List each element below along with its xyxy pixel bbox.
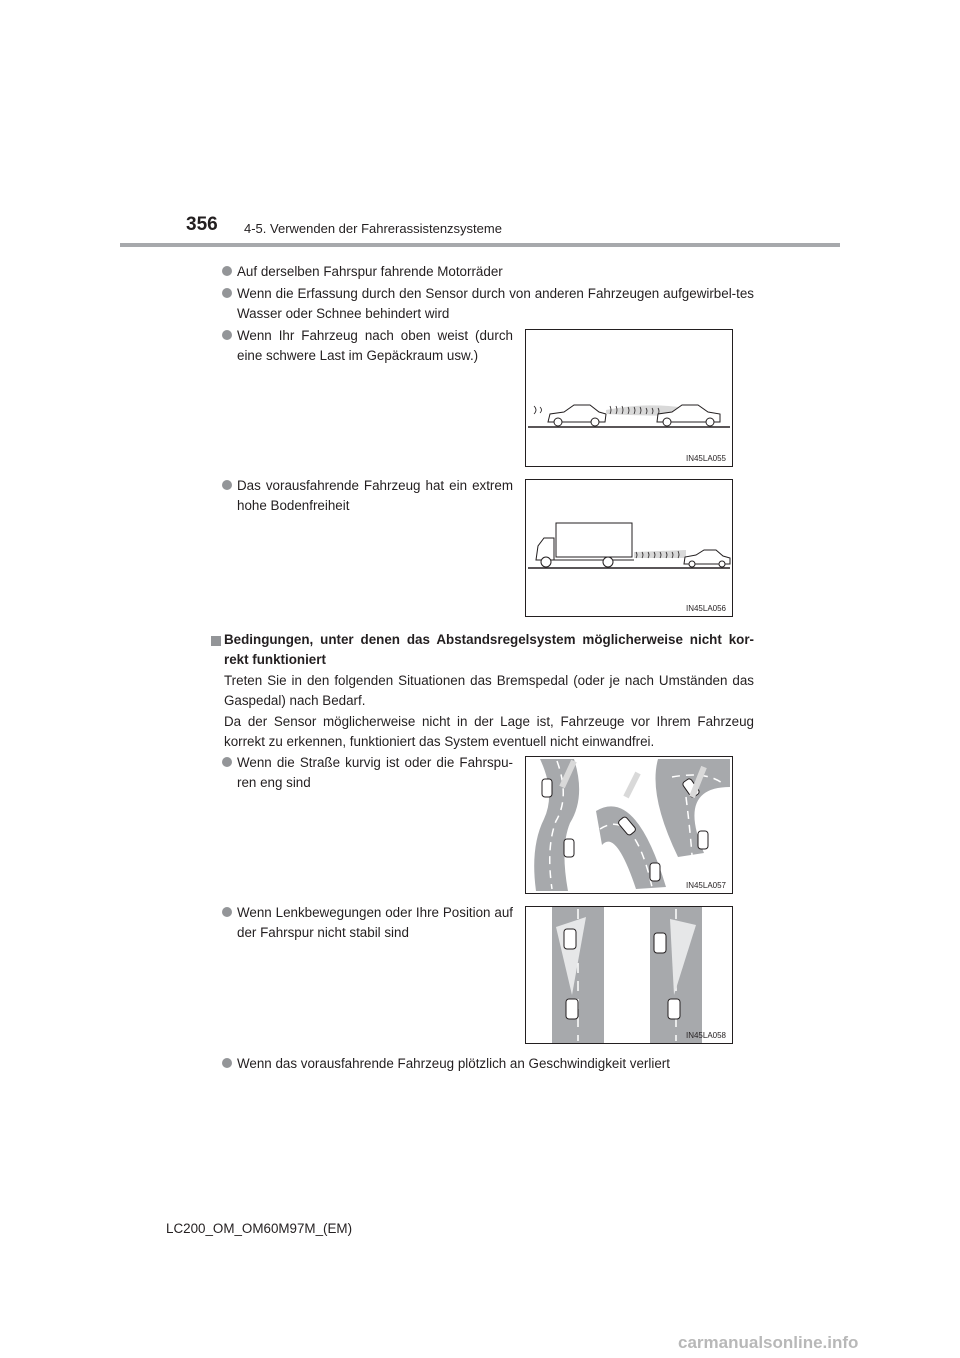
bullet-item [237, 262, 754, 282]
figure-curved-road [525, 756, 733, 894]
illustration-truck [526, 480, 732, 616]
figure-unstable-lane [525, 906, 733, 1044]
bullet-dot-icon [222, 266, 232, 276]
bullet-dot-icon [222, 480, 232, 490]
bullet-dot-icon [222, 907, 232, 917]
figure-high-clearance-truck [525, 479, 733, 617]
bullet-item [237, 753, 513, 793]
bullet-text: Wenn Ihr Fahrzeug nach oben weist (durch eine schwere Last im Gepäckraum usw.) [237, 328, 513, 363]
figure-car-pitched-up [525, 329, 733, 467]
bullet-dot-icon [222, 288, 232, 298]
section-paragraph: Treten Sie in den folgenden Situationen das Bremspedal (oder je nach Umständen das Gaspedal) nach Bedarf. [224, 673, 754, 708]
bullet-item [237, 903, 513, 943]
illustration-pitched-car [526, 330, 732, 466]
bullet-item [237, 284, 754, 324]
figure-code: IN45LA055 [685, 454, 726, 463]
bullet-text: Das vorausfahrende Fahrzeug hat ein extrem hohe Bodenfreiheit [237, 478, 513, 513]
section-square-icon [211, 636, 221, 646]
illustration-unstable-lane [526, 907, 732, 1043]
figure-code: IN45LA057 [685, 881, 726, 890]
figure-code: IN45LA056 [685, 604, 726, 613]
bullet-text: Auf derselben Fahrspur fahrende Motorräder [237, 264, 503, 279]
illustration-curved-road [526, 757, 732, 893]
bullet-text: Wenn das vorausfahrende Fahrzeug plötzlich an Geschwindigkeit verliert [237, 1056, 670, 1071]
bullet-text: Wenn die Straße kurvig ist oder die Fahrspu-ren eng sind [237, 755, 513, 790]
section-paragraph: Da der Sensor möglicherweise nicht in der Lage ist, Fahrzeuge vor Ihrem Fahrzeug korrekt zu erkennen, funktioniert das System eventuell nicht einwandfrei. [224, 714, 754, 749]
page-number: 356 [186, 214, 218, 235]
bullet-dot-icon [222, 330, 232, 340]
bullet-text: Wenn Lenkbewegungen oder Ihre Position auf der Fahrspur nicht stabil sind [237, 905, 513, 940]
bullet-item [237, 1054, 754, 1074]
header-rule [120, 243, 840, 247]
section-heading: Bedingungen, unter denen das Abstandsregelsystem möglicherweise nicht kor-rekt funktioniert [224, 632, 754, 667]
bullet-item [237, 476, 513, 516]
bullet-dot-icon [222, 757, 232, 767]
bullet-item [237, 326, 513, 366]
section-title: 4-5. Verwenden der Fahrerassistenzsysteme [244, 221, 502, 236]
bullet-dot-icon [222, 1058, 232, 1068]
footer-doc-id: LC200_OM_OM60M97M_(EM) [166, 1221, 353, 1236]
figure-code: IN45LA058 [685, 1031, 726, 1040]
bullet-text: Wenn die Erfassung durch den Sensor durch von anderen Fahrzeugen aufgewirbel-tes Wasser oder Schnee behindert wird [237, 286, 754, 321]
watermark: carmanualsonline.info [678, 1333, 859, 1352]
